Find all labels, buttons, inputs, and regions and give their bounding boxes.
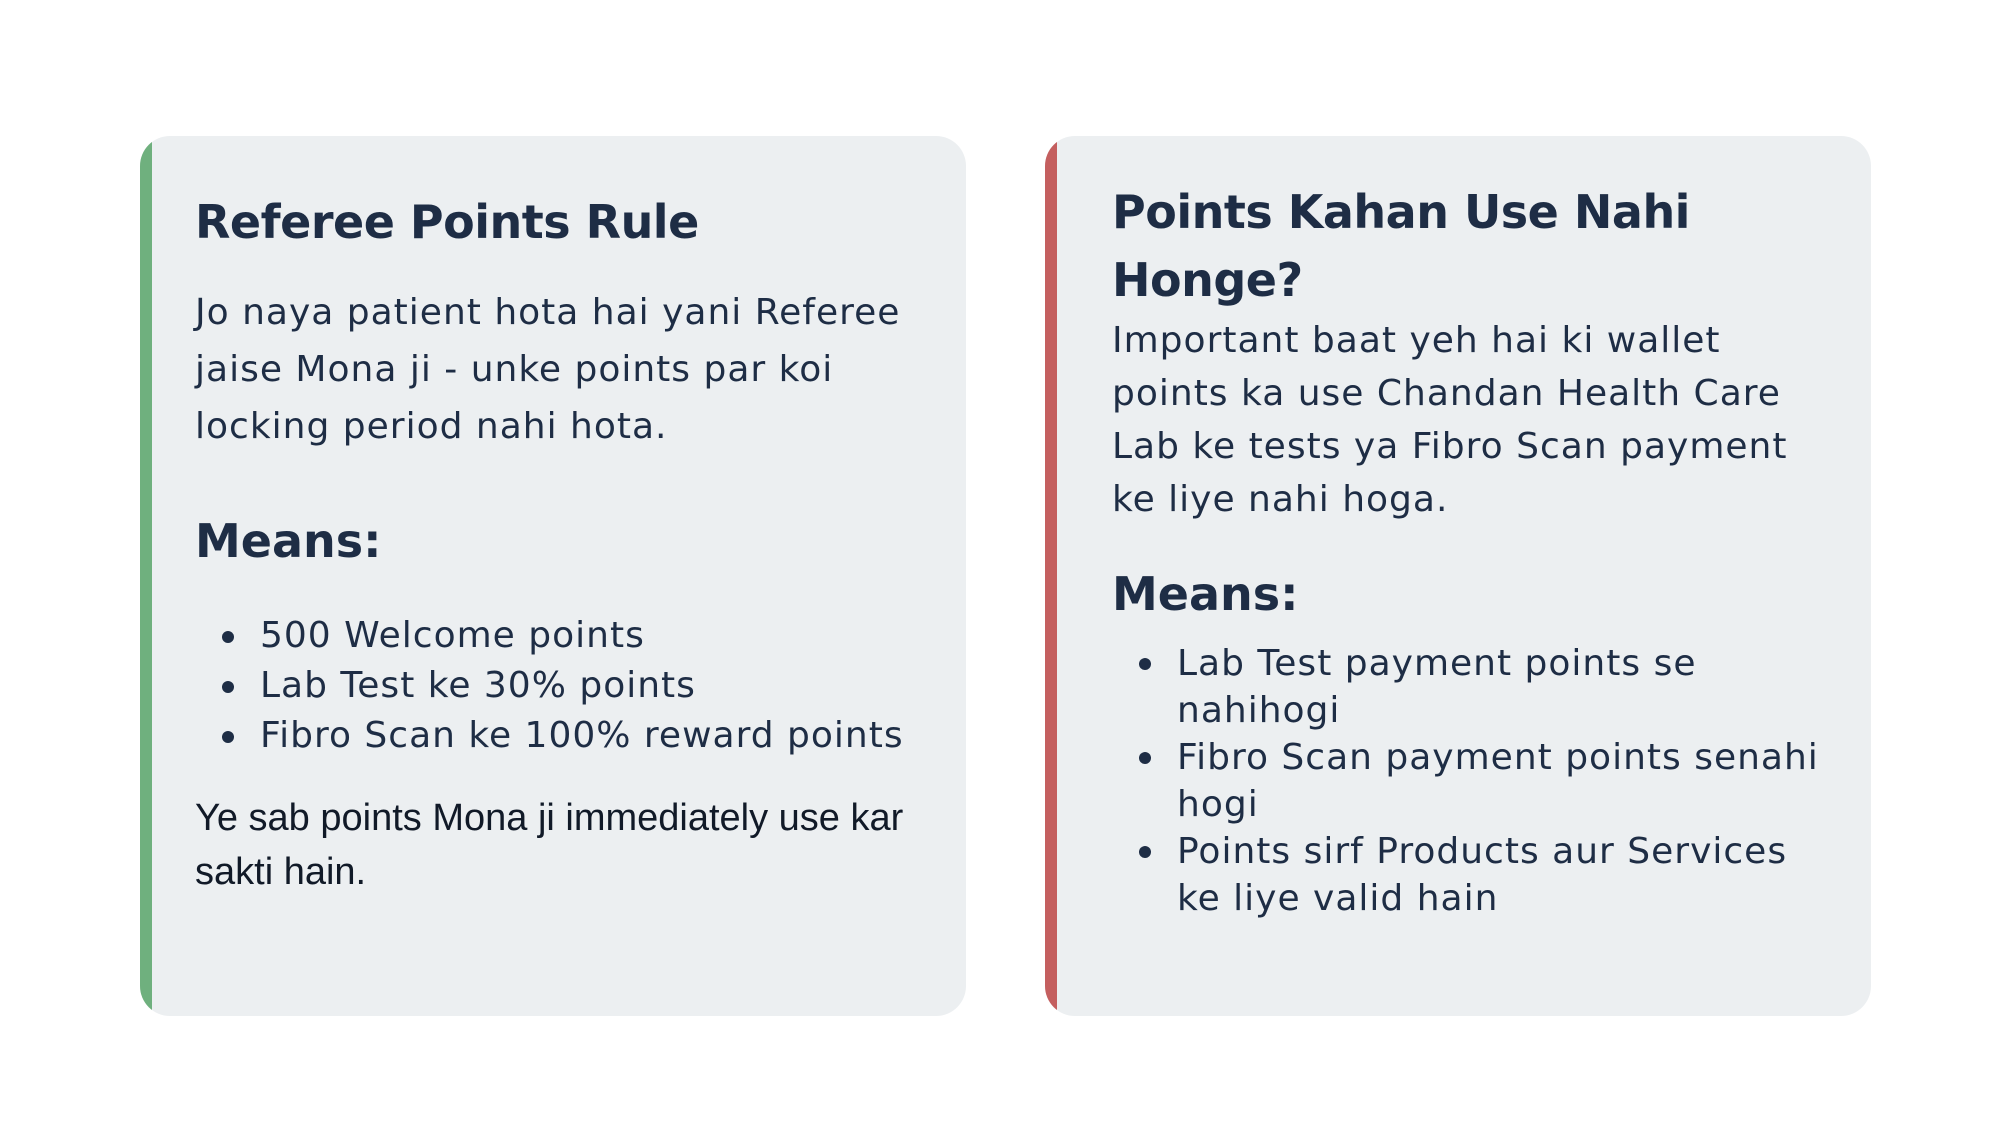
card-description: Jo naya patient hota hai yani Referee jaise Mona ji - unke points par koi locking period nahi hota. bbox=[195, 292, 901, 447]
means-heading: Means: bbox=[195, 514, 382, 568]
card-title: Referee Points Rule bbox=[195, 195, 699, 249]
list-item: Points sirf Products aur Services ke liye valid hain bbox=[1112, 828, 1831, 922]
points-not-usable-card bbox=[1045, 136, 1871, 1016]
list-item: Lab Test payment points se nahihogi bbox=[1112, 640, 1831, 734]
referee-points-card bbox=[140, 136, 966, 1016]
card-footer-note: Ye sab points Mona ji immediately use kar sakti hain. bbox=[195, 797, 904, 893]
list-item: Fibro Scan ke 100% reward points bbox=[195, 711, 916, 761]
means-list bbox=[1112, 640, 1831, 922]
list-item: Fibro Scan payment points senahi hogi bbox=[1112, 734, 1831, 828]
points-not-usable-card-body bbox=[1045, 136, 1871, 922]
card-title: Points Kahan Use Nahi Honge? bbox=[1112, 185, 1690, 307]
list-item: 500 Welcome points bbox=[195, 611, 916, 661]
means-list bbox=[195, 611, 916, 761]
means-heading: Means: bbox=[1112, 567, 1299, 621]
card-description: Important baat yeh hai ki wallet points ka use Chandan Health Care Lab ke tests ya Fibro Scan payment ke liye nahi hoga. bbox=[1112, 320, 1788, 520]
list-item: Lab Test ke 30% points bbox=[195, 661, 916, 711]
referee-points-card-body bbox=[140, 136, 966, 899]
